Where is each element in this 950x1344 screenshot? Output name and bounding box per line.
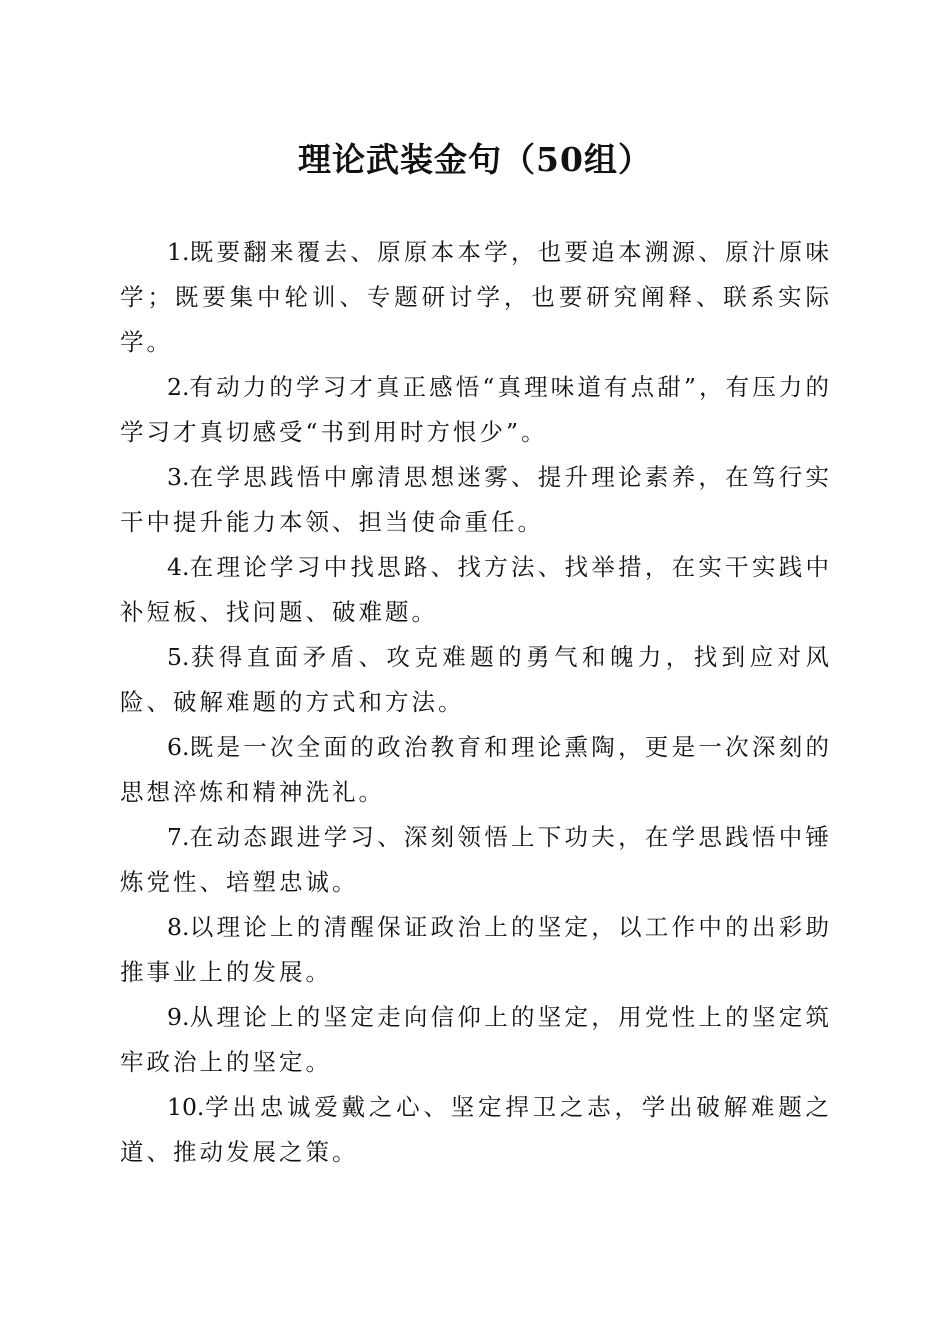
item-number: 4. — [167, 553, 190, 581]
list-item — [120, 545, 832, 635]
list-item — [120, 455, 832, 545]
list-item — [120, 725, 832, 815]
list-item — [120, 1085, 832, 1175]
item-text: 获得直面矛盾、攻克难题的勇气和魄力，找到应对风险、破解难题的方式和方法。 — [120, 643, 832, 716]
item-text: 既要翻来覆去、原原本本学，也要追本溯源、原汁原味学；既要集中轮训、专题研讨学，也要研究阐释、联系实际学。 — [120, 238, 832, 356]
item-text: 在学思践悟中廓清思想迷雾、提升理论素养，在笃行实干中提升能力本领、担当使命重任。 — [120, 463, 832, 536]
item-text: 以理论上的清醒保证政治上的坚定，以工作中的出彩助推事业上的发展。 — [120, 913, 832, 986]
item-text: 既是一次全面的政治教育和理论熏陶，更是一次深刻的思想淬炼和精神洗礼。 — [120, 733, 832, 806]
item-text: 从理论上的坚定走向信仰上的坚定，用党性上的坚定筑牢政治上的坚定。 — [120, 1003, 832, 1076]
list-item — [120, 905, 832, 995]
item-number: 2. — [167, 373, 190, 401]
list-item — [120, 365, 832, 455]
item-number: 8. — [167, 913, 190, 941]
item-number: 6. — [167, 733, 190, 761]
item-text: 在动态跟进学习、深刻领悟上下功夫，在学思践悟中锤炼党性、培塑忠诚。 — [120, 823, 832, 896]
item-number: 5. — [167, 643, 190, 671]
document-body — [120, 230, 832, 1175]
page-title: 理论武装金句（50组） — [298, 140, 652, 179]
list-item — [120, 995, 832, 1085]
item-number: 10. — [167, 1093, 205, 1121]
item-number: 9. — [167, 1003, 190, 1031]
item-text: 在理论学习中找思路、找方法、找举措，在实干实践中补短板、找问题、破难题。 — [120, 553, 832, 626]
list-item — [120, 635, 832, 725]
list-item — [120, 815, 832, 905]
item-number: 7. — [167, 823, 190, 851]
item-text: 有动力的学习才真正感悟“真理味道有点甜”，有压力的学习才真切感受“书到用时方恨少”。 — [120, 373, 832, 446]
item-number: 3. — [167, 463, 190, 491]
list-item — [120, 230, 832, 365]
item-number: 1. — [167, 238, 190, 266]
item-text: 学出忠诚爱戴之心、坚定捍卫之志，学出破解难题之道、推动发展之策。 — [120, 1093, 832, 1166]
